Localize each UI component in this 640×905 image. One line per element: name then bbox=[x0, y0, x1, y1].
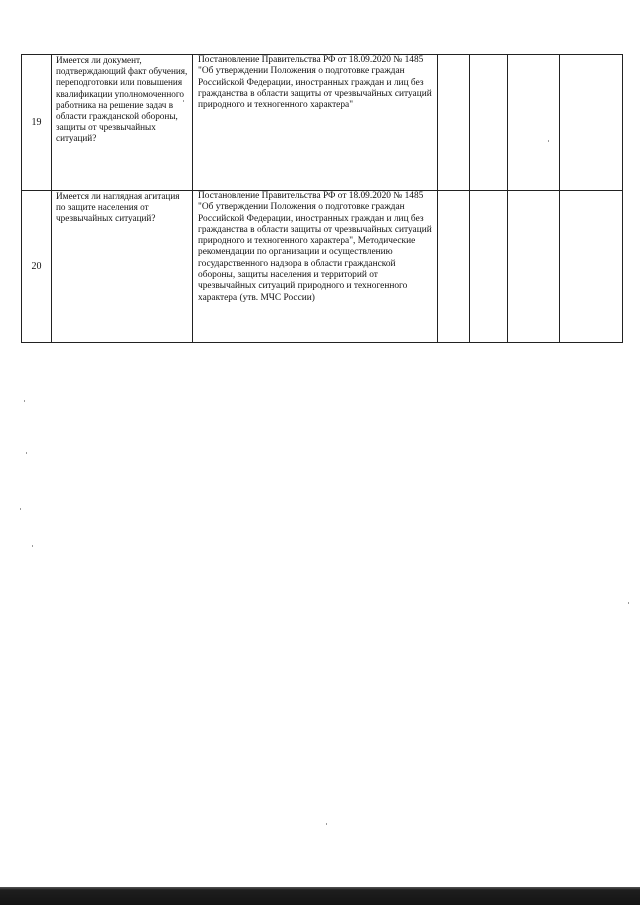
answer-na-cell bbox=[508, 191, 560, 343]
row-number: 20 bbox=[22, 191, 52, 343]
checklist-table bbox=[21, 54, 623, 343]
answer-yes-cell bbox=[438, 191, 470, 343]
remark-cell bbox=[560, 191, 623, 343]
scan-speck bbox=[326, 823, 327, 825]
table-row bbox=[22, 55, 623, 191]
scan-speck bbox=[32, 545, 33, 547]
scan-speck bbox=[183, 100, 184, 102]
question-cell: Имеется ли наглядная агитация по защите населения от чрезвычайных ситуаций? bbox=[52, 191, 193, 343]
scan-speck bbox=[548, 140, 549, 142]
scan-speck bbox=[26, 452, 27, 454]
legal-basis-cell: Постановление Правительства РФ от 18.09.2020 № 1485 "Об утверждении Положения о подготовке граждан Российской Федерации, иностранных граждан и лиц без гражданства в области защиты от чрезвычайных ситуаций природного и техногенного характера", Методические рекомендации по организации и осуществлению государственного надзора в области гражданской обороны, защиты населения и территорий от чрезвычайных ситуаций природного и техногенного характера (утв. МЧС России) bbox=[193, 191, 438, 343]
answer-no-cell bbox=[470, 55, 508, 191]
question-cell: Имеется ли документ, подтверждающий факт обучения, переподготовки или повышения квалификации уполномоченного работника на решение задач в области гражданской обороны, защиты от чрезвычайных ситуаций? bbox=[52, 55, 193, 191]
scan-speck bbox=[628, 602, 629, 604]
scan-speck bbox=[24, 400, 25, 402]
table-row bbox=[22, 191, 623, 343]
scan-speck bbox=[20, 508, 21, 510]
answer-no-cell bbox=[470, 191, 508, 343]
legal-basis-cell: Постановление Правительства РФ от 18.09.2020 № 1485 "Об утверждении Положения о подготовке граждан Российской Федерации, иностранных граждан и лиц без гражданства в области защиты от чрезвычайных ситуаций природного и техногенного характера" bbox=[193, 55, 438, 191]
remark-cell bbox=[560, 55, 623, 191]
answer-na-cell bbox=[508, 55, 560, 191]
row-number: 19 bbox=[22, 55, 52, 191]
answer-yes-cell bbox=[438, 55, 470, 191]
scan-bottom-edge bbox=[0, 887, 640, 905]
